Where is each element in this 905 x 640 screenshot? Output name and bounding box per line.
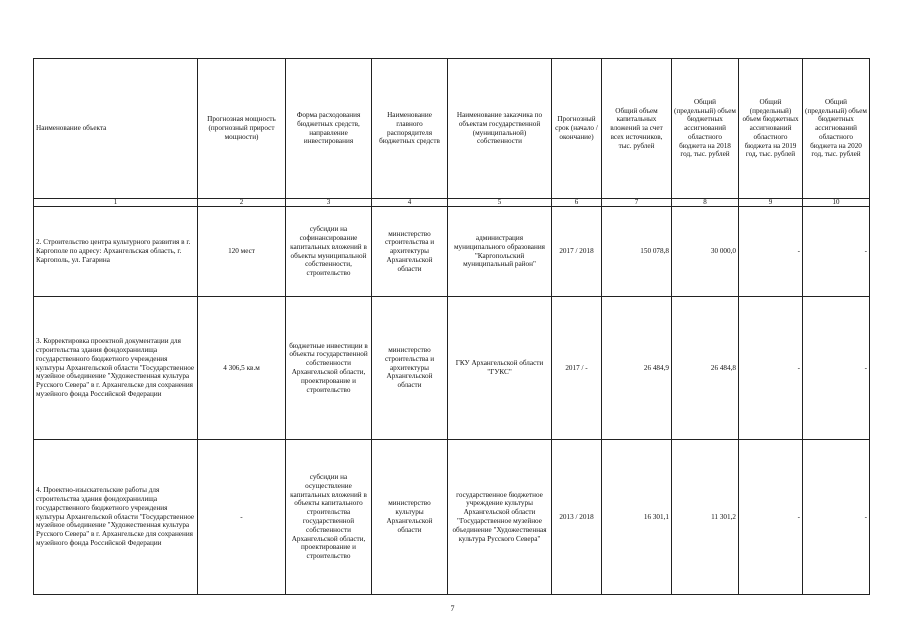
budget-2018: 26 484,8 [672,297,739,440]
budget-2020: - [803,440,870,595]
column-number: 1 [34,199,198,207]
header-budget-2018: Общий (предельный) объем бюджетных ассигнований областного бюджета на 2018 год, тыс. рублей [672,59,739,199]
budget-table [33,58,870,595]
capacity: 4 306,5 кв.м [198,297,286,440]
budget-2020: - [803,297,870,440]
column-number: 10 [803,199,870,207]
column-number: 7 [602,199,672,207]
budget-manager: министерство строительства и архитектуры Архангельской области [372,297,448,440]
table-row [34,207,870,297]
term: 2017 / 2018 [552,207,602,297]
object-name: 4. Проектно-изыскательские работы для строительства здания фондохранилища государственного бюджетного учреждения культуры Архангельской области "Государственное музейное объединение "Художественная культура Русского Севера" в г. Архангельске для сохранения музейного фонда Российской Федерации [34,440,198,595]
header-object-name: Наименование объекта [34,59,198,199]
spending-form: бюджетные инвестиции в объекты государственной собственности Архангельской области, проектирование и строительство [286,297,372,440]
budget-2019: - [739,440,803,595]
page-number: 7 [450,604,455,613]
spending-form: субсидии на софинансирование капитальных вложений в объекты муниципальной собственности, строительство [286,207,372,297]
header-spending-form: Форма расходования бюджетных средств, направление инвестирования [286,59,372,199]
capacity: - [198,440,286,595]
budget-2018: 11 301,2 [672,440,739,595]
column-number: 5 [448,199,552,207]
header-budget-2019: Общий (предельный) объем бюджетных ассигнований областного бюджета на 2019 год, тыс. рублей [739,59,803,199]
column-number: 4 [372,199,448,207]
header-customer: Наименование заказчика по объектам государственной (муниципальной) собственности [448,59,552,199]
term: 2017 / - [552,297,602,440]
header-term: Прогнозный срок (начало / окончание) [552,59,602,199]
total-investment: 150 078,8 [602,207,672,297]
capacity: 120 мест [198,207,286,297]
budget-2020: - [803,207,870,297]
spending-form: субсидии на осуществление капитальных вложений в объекты капитального строительства государственной собственности Архангельской области, проектирование и строительство [286,440,372,595]
column-number: 2 [198,199,286,207]
column-number-row [34,199,870,207]
header-capacity: Прогнозная мощность (прогнозный прирост мощности) [198,59,286,199]
table-row [34,297,870,440]
term: 2013 / 2018 [552,440,602,595]
column-number: 6 [552,199,602,207]
header-row [34,59,870,199]
column-number: 9 [739,199,803,207]
total-investment: 16 301,1 [602,440,672,595]
budget-2019: - [739,207,803,297]
budget-2018: 30 000,0 [672,207,739,297]
header-budget-2020: Общий (предельный) объем бюджетных ассигнований областного бюджета на 2020 год, тыс. рублей [803,59,870,199]
budget-manager: министерство культуры Архангельской области [372,440,448,595]
table-row [34,440,870,595]
customer: государственное бюджетное учреждение культуры Архангельской области "Государственное музейное объединение "Художественная культура Русского Севера" [448,440,552,595]
customer: администрация муниципального образования "Каргопольский муниципальный район" [448,207,552,297]
column-number: 8 [672,199,739,207]
header-budget-manager: Наименование главного распорядителя бюджетных средств [372,59,448,199]
customer: ГКУ Архангельской области "ГУКС" [448,297,552,440]
total-investment: 26 484,9 [602,297,672,440]
budget-2019: - [739,297,803,440]
budget-manager: министерство строительства и архитектуры Архангельской области [372,207,448,297]
column-number: 3 [286,199,372,207]
header-total-investment: Общий объем капитальных вложений за счет всех источников, тыс. рублей [602,59,672,199]
object-name: 3. Корректировка проектной документации для строительства здания фондохранилища государственного бюджетного учреждения культуры Архангельской области "Государственное музейное объединение "Художественная культура Русского Севера" в г. Архангельске для сохранения музейного фонда Российской Федерации [34,297,198,440]
object-name: 2. Строительство центра культурного развития в г. Каргополе по адресу: Архангельская область, г. Каргополь, ул. Гагарина [34,207,198,297]
